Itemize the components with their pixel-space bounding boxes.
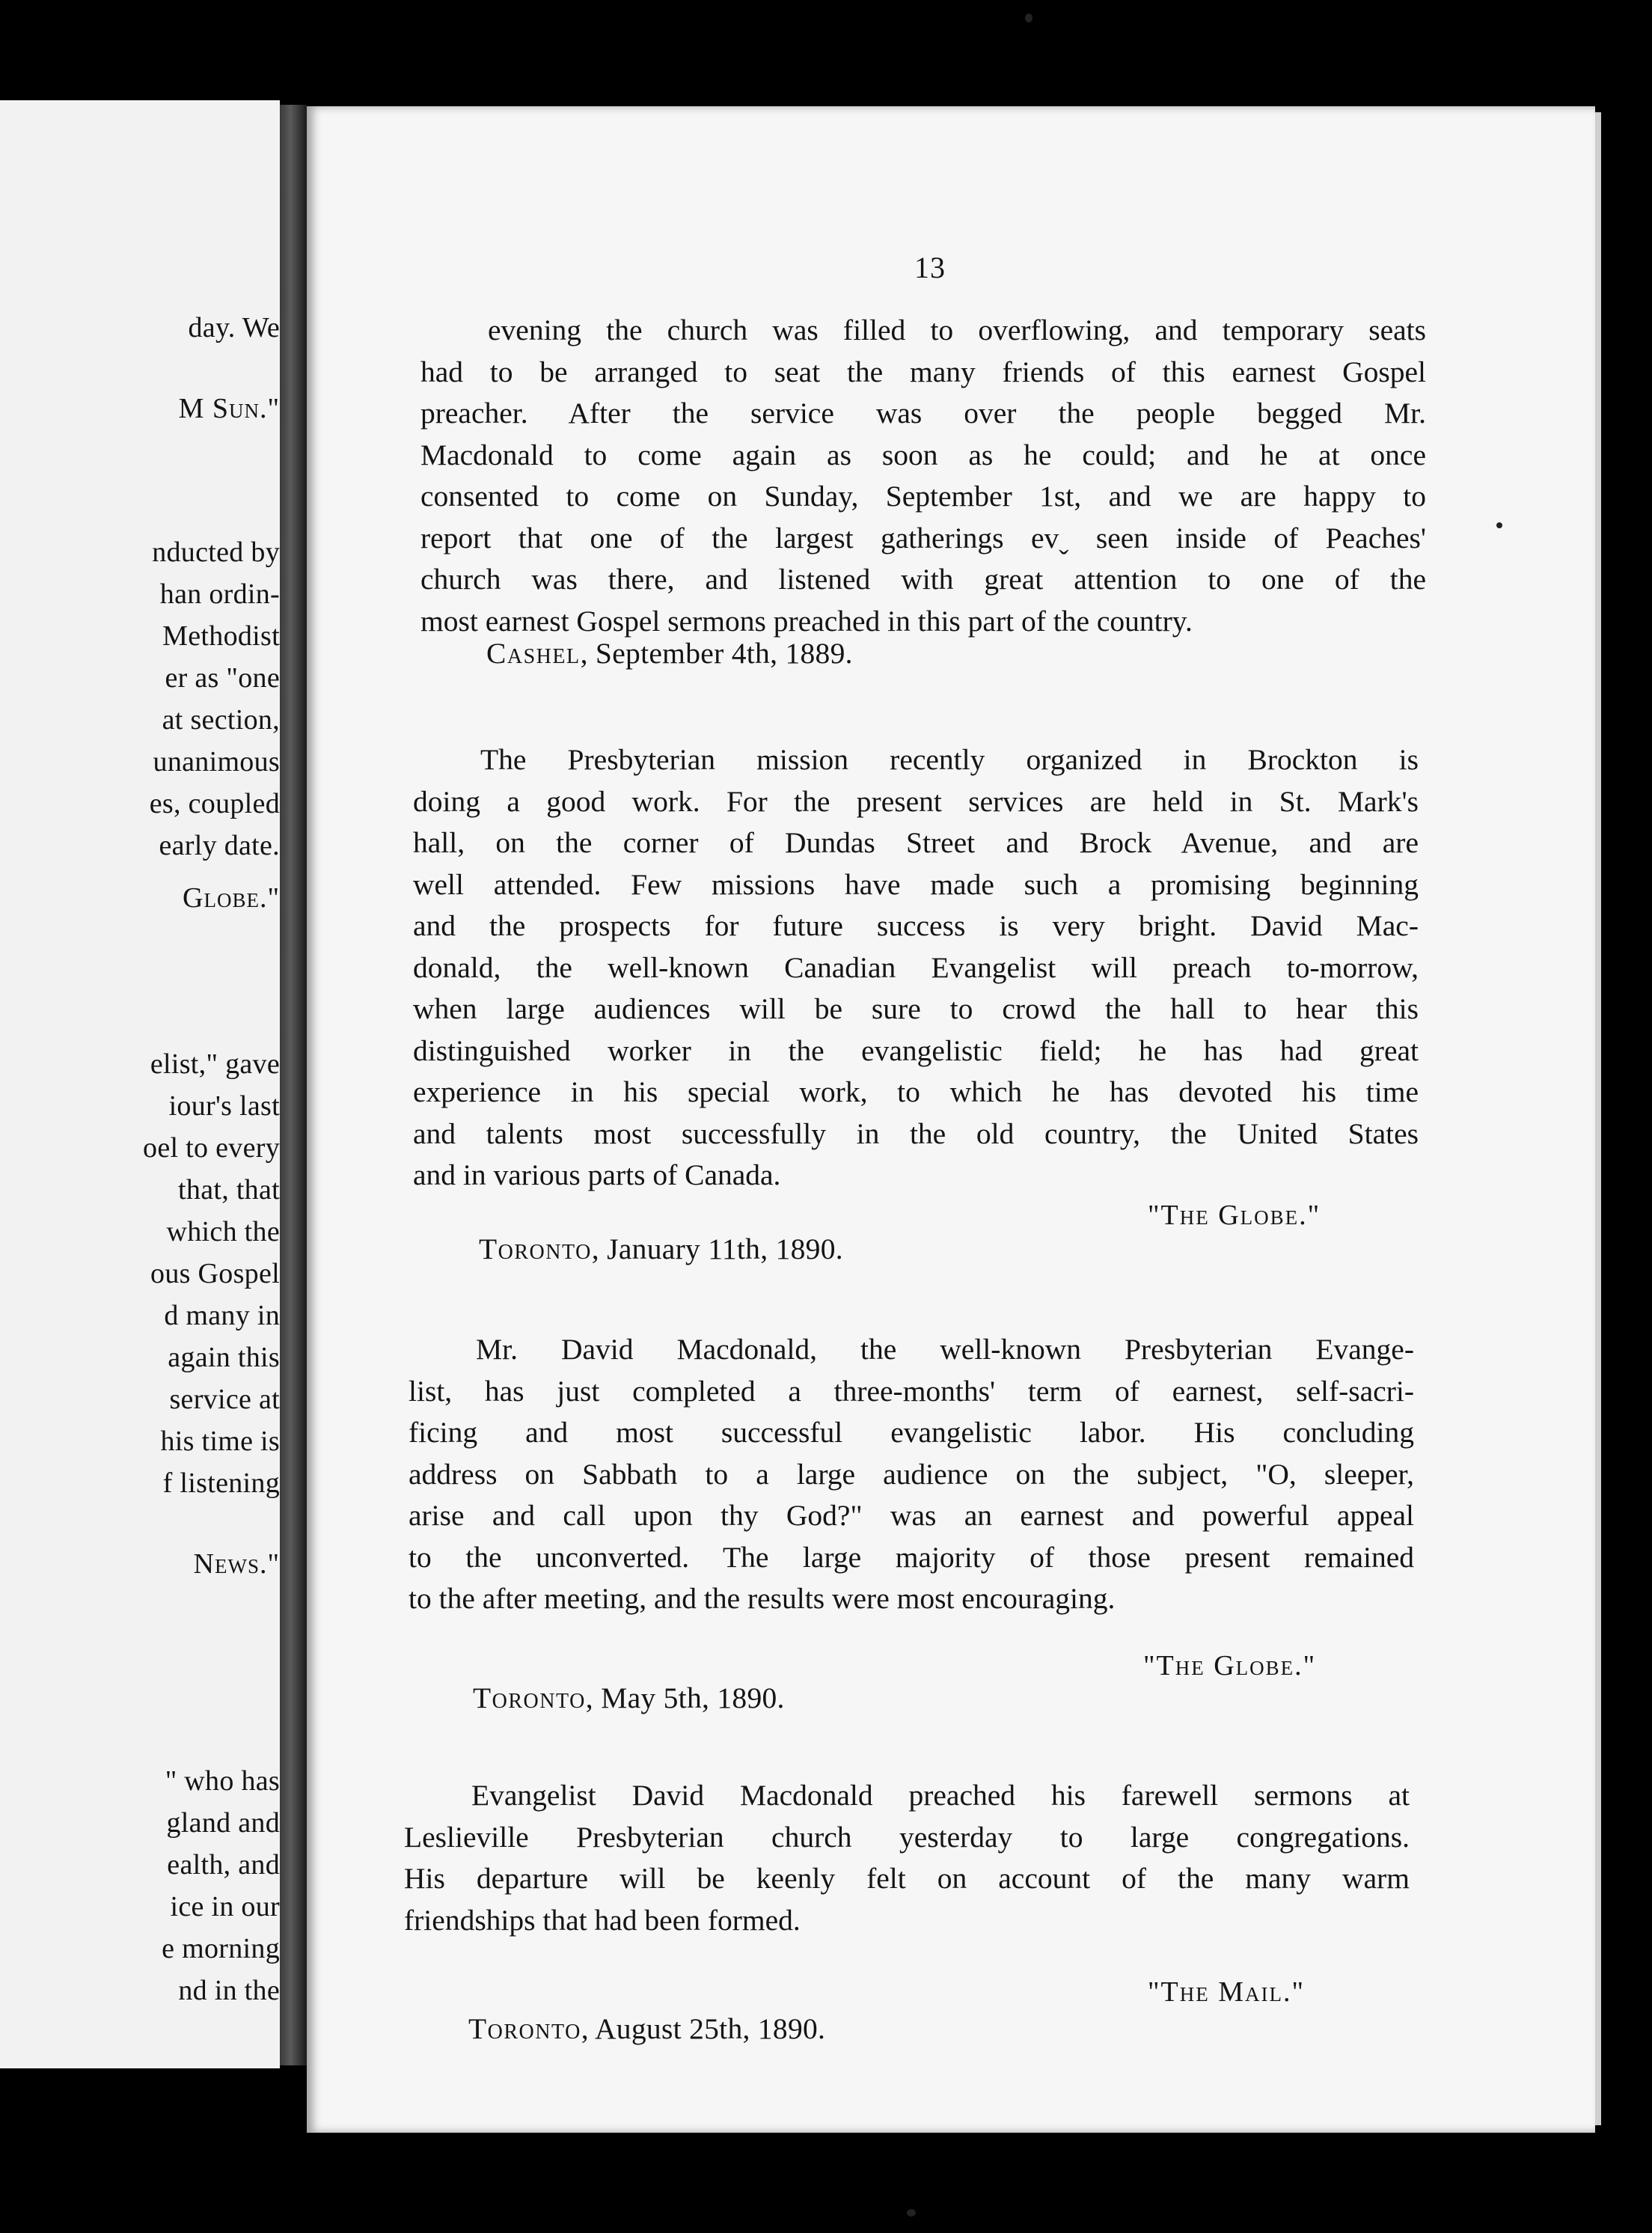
- left-page-line: day. We: [188, 312, 280, 343]
- text-line: to the after meeting, and the results were most encouraging.: [409, 1582, 1116, 1615]
- paragraph-cashel: [420, 310, 1426, 642]
- dateline-place: Cashel: [486, 637, 581, 670]
- text-line: report that one of the largest gatherings evˬ seen inside of Peaches': [420, 521, 1426, 555]
- text-line: arise and call upon thy God?" was an earnest and powerful appeal: [409, 1499, 1414, 1532]
- left-page-line: ice in our: [170, 1891, 280, 1922]
- left-page-line: that, that: [178, 1174, 280, 1206]
- dateline-date: , May 5th, 1890.: [585, 1681, 785, 1714]
- book-gutter: [280, 105, 307, 2065]
- left-page-line: his time is: [160, 1426, 280, 1457]
- text-line: preacher. After the service was over the people begged Mr.: [420, 397, 1426, 430]
- source-the-globe-1: "The Globe.": [1148, 1200, 1321, 1231]
- scan-speck: [1496, 522, 1502, 528]
- dateline-date: , September 4th, 1889.: [580, 637, 853, 670]
- scan-speck: [1025, 13, 1032, 22]
- dateline-toronto-may: [473, 1681, 785, 1715]
- text-line: list, has just completed a three-months' term of earnest, self-sacri-: [409, 1374, 1414, 1408]
- text-line: friendships that had been formed.: [404, 1903, 801, 1937]
- right-page: [307, 106, 1595, 2133]
- scan-speck: [907, 2209, 916, 2217]
- left-page-line: Globe.": [183, 882, 280, 914]
- dateline-date: , January 11th, 1890.: [591, 1232, 843, 1265]
- dateline-place: Toronto: [468, 2012, 581, 2045]
- left-page-line: unanimous: [153, 746, 280, 778]
- left-page-line: e morning: [162, 1933, 280, 1964]
- left-page-line: News.": [193, 1548, 280, 1580]
- dateline-place: Toronto: [473, 1681, 586, 1714]
- dateline-place: Toronto: [479, 1232, 592, 1265]
- text-line: address on Sabbath to a large audience on the subject, "O, sleeper,: [409, 1457, 1414, 1491]
- text-line: most earnest Gospel sermons preached in this part of the country.: [420, 604, 1193, 638]
- left-page-line: ous Gospel: [150, 1258, 280, 1289]
- source-the-globe-2: "The Globe.": [1143, 1650, 1317, 1681]
- text-line: had to be arranged to seat the many friends of this earnest Gospel: [420, 355, 1426, 388]
- text-line: church was there, and listened with great attention to one of the: [420, 563, 1426, 596]
- left-page-line: iour's last: [168, 1090, 280, 1122]
- left-page-line: again this: [168, 1342, 280, 1373]
- left-page-line: Methodist: [162, 620, 280, 652]
- text-line: Macdonald to come again as soon as he could; and he at once: [420, 438, 1426, 471]
- left-page-line: at section,: [162, 704, 280, 736]
- text-line: distinguished worker in the evangelistic field; he has had great: [413, 1033, 1419, 1067]
- left-page-line: es, coupled: [149, 788, 280, 819]
- text-line: and in various parts of Canada.: [413, 1158, 781, 1191]
- paragraph-three-months-term: [409, 1329, 1414, 1620]
- left-page-line: early date.: [159, 830, 280, 861]
- left-page-line: han ordin-: [159, 578, 280, 610]
- text-line: when large audiences will be sure to crowd the hall to hear this: [413, 992, 1419, 1025]
- left-page-line: nd in the: [178, 1975, 280, 2006]
- text-line: Leslieville Presbyterian church yesterday to large congregations.: [404, 1820, 1410, 1854]
- text-line: His departure will be keenly felt on account of the many warm: [404, 1862, 1410, 1895]
- text-line: evening the church was filled to overflowing, and temporary seats: [488, 314, 1426, 346]
- left-page-line: d many in: [164, 1300, 280, 1331]
- paragraph-brockton-mission: [413, 739, 1419, 1197]
- text-line: and talents most successfully in the old country, the United States: [413, 1116, 1419, 1150]
- dateline-date: , August 25th, 1890.: [581, 2012, 826, 2045]
- left-page-line: M Sun.": [178, 393, 280, 424]
- paragraph-farewell-sermons: [404, 1775, 1410, 1941]
- text-line: Evangelist David Macdonald preached his farewell sermons at: [471, 1779, 1410, 1812]
- text-line: well attended. Few missions have made such a promising beginning: [413, 867, 1419, 901]
- left-page-line: " who has: [165, 1765, 280, 1797]
- text-line: Mr. David Macdonald, the well-known Presbyterian Evange-: [476, 1333, 1414, 1366]
- text-line: ficing and most successful evangelistic labor. His concluding: [409, 1416, 1414, 1449]
- left-page-line: f listening: [162, 1467, 280, 1499]
- dateline-cashel: [486, 636, 853, 670]
- left-page-line: nducted by: [152, 537, 280, 568]
- left-page-line: ealth, and: [167, 1849, 280, 1881]
- left-page-line: oel to every: [143, 1132, 280, 1164]
- dateline-toronto-august: [468, 2011, 825, 2046]
- text-line: hall, on the corner of Dundas Street and Brock Avenue, and are: [413, 826, 1419, 859]
- text-line: experience in his special work, to which he has devoted his time: [413, 1075, 1419, 1108]
- left-page-line: elist," gave: [150, 1048, 280, 1080]
- source-the-mail: "The Mail.": [1148, 1976, 1305, 2008]
- text-line: and the prospects for future success is very bright. David Mac-: [413, 909, 1419, 942]
- text-line: consented to come on Sunday, September 1st, and we are happy to: [420, 480, 1426, 513]
- page-edge: [1595, 112, 1601, 2125]
- text-line: donald, the well-known Canadian Evangelist will preach to-morrow,: [413, 950, 1419, 984]
- left-page-line: which the: [166, 1216, 280, 1247]
- dateline-toronto-january: [479, 1232, 843, 1266]
- text-line: to the unconverted. The large majority of those present remained: [409, 1540, 1414, 1574]
- left-page-line: gland and: [166, 1807, 280, 1839]
- left-page-line: er as "one: [165, 662, 280, 694]
- text-line: The Presbyterian mission recently organized in Brockton is: [480, 743, 1419, 776]
- left-page-fragment: [0, 100, 280, 2068]
- page-number: 13: [914, 251, 946, 284]
- left-page-line: service at: [169, 1384, 280, 1415]
- text-line: doing a good work. For the present services are held in St. Mark's: [413, 784, 1419, 818]
